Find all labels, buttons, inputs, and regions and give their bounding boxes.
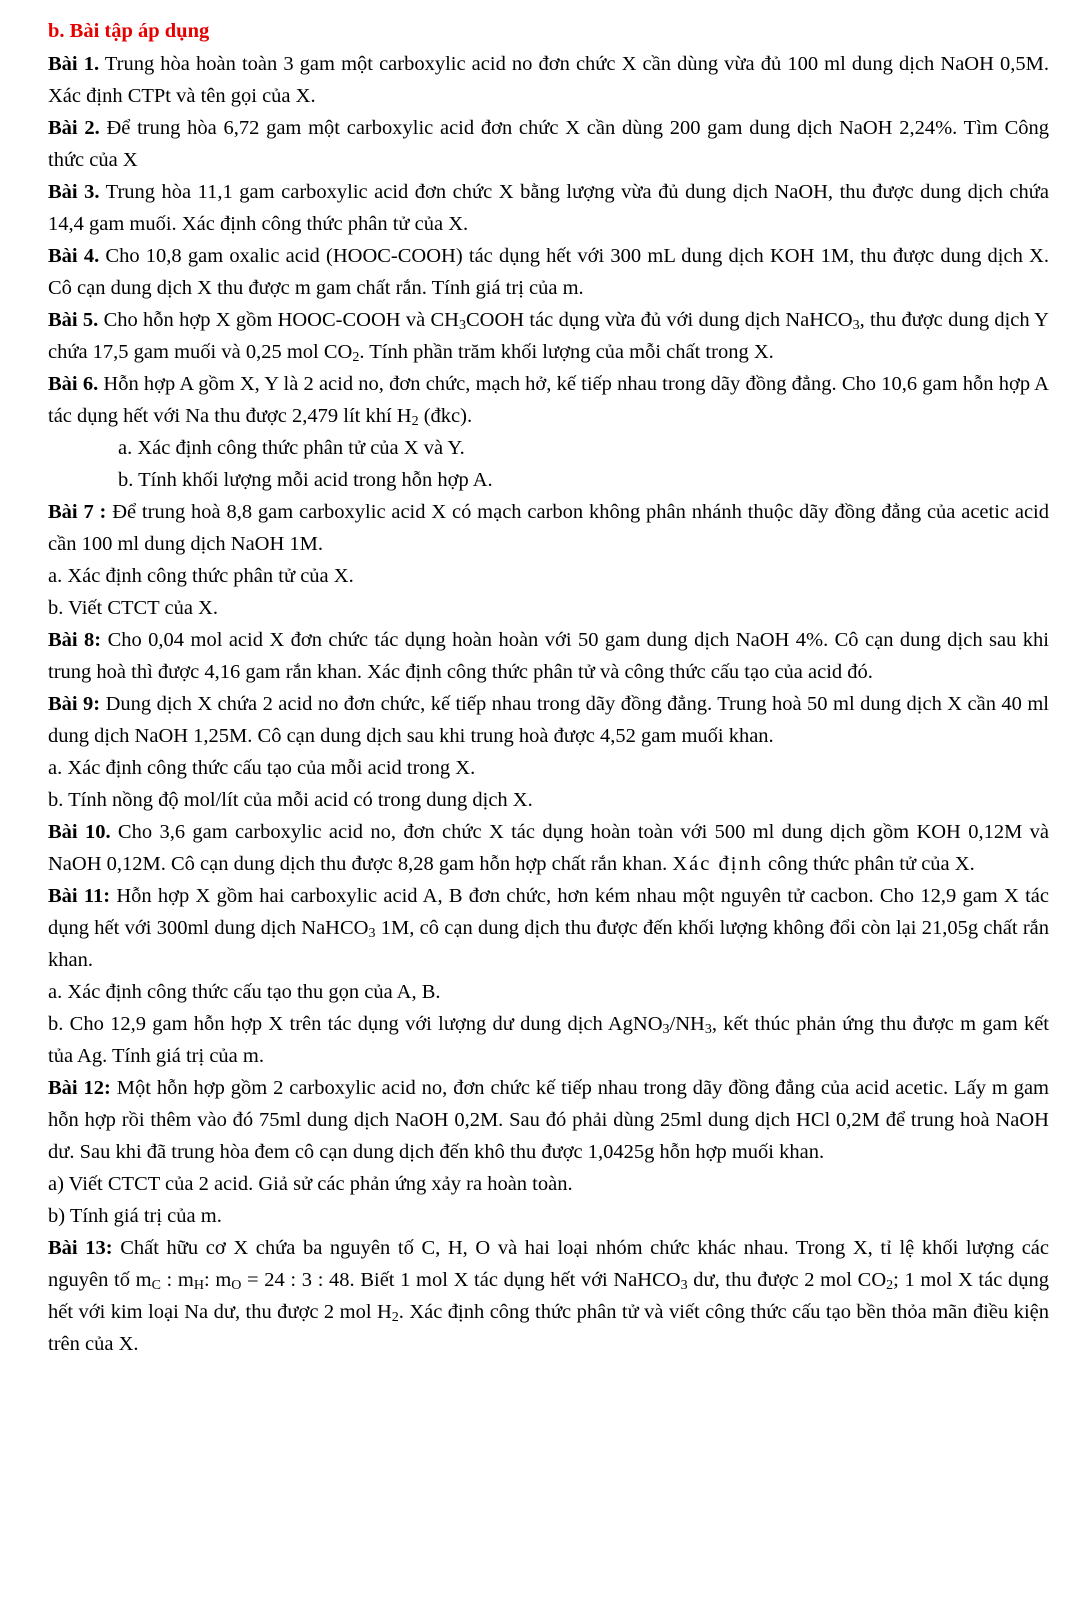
exercise-1 xyxy=(48,48,1049,112)
exercise-6-part-a: a. Xác định công thức phân tử của X và Y. xyxy=(118,437,465,459)
subscript: C xyxy=(151,1278,161,1293)
subscript: H xyxy=(193,1278,204,1293)
exercise-6-text: (đkc). xyxy=(418,405,473,427)
exercise-7-label: Bài 7 : xyxy=(48,501,107,523)
exercise-13-text: Chất hữu cơ X chứa ba nguyên tố C, H, O và hai loại nhóm chức khác nhau. Trong X, tỉ lệ khối lượng các nguyên tố m xyxy=(48,1237,1049,1291)
exercise-7-part-a: a. Xác định công thức phân tử của X. xyxy=(48,565,354,587)
exercise-6-part-b: b. Tính khối lượng mỗi acid trong hỗn hợp A. xyxy=(118,469,493,491)
exercise-13-text: = 24 : 3 : 48. Biết 1 mol X tác dụng hết với NaHCO xyxy=(241,1269,681,1291)
exercise-2-text: Để trung hòa 6,72 gam một carboxylic acid đơn chức X cần dùng 200 gam dung dịch NaOH 2,24%. Tìm Công thức của X xyxy=(48,117,1049,171)
exercise-3-text: Trung hòa 11,1 gam carboxylic acid đơn chức X bằng lượng vừa đủ dung dịch NaOH, thu được dung dịch chứa 14,4 gam muối. Xác định công thức phân tử của X. xyxy=(48,181,1049,235)
exercise-5-text: . Tính phần trăm khối lượng của mỗi chất trong X. xyxy=(359,341,774,363)
exercise-9-part-a: a. Xác định công thức cấu tạo của mỗi acid trong X. xyxy=(48,757,476,779)
exercise-8-label: Bài 8: xyxy=(48,629,102,651)
exercise-13-label: Bài 13: xyxy=(48,1237,113,1259)
subscript: 3 xyxy=(852,318,860,333)
exercise-12-text: Một hỗn hợp gồm 2 carboxylic acid no, đơn chức kế tiếp nhau trong dãy đồng đẳng của acid acetic. Lấy m gam hỗn hợp rồi thêm vào đó 75ml dung dịch NaOH 0,2M. Sau đó phải dùng 25ml dung dịch HCl 0,2M để trung hoà NaOH dư. Sau khi đã trung hòa đem cô cạn dung dịch đến khô thu được 1,0425g hỗn hợp muối khan. xyxy=(48,1077,1049,1163)
exercise-11-part-b xyxy=(48,1008,1049,1072)
subscript: 2 xyxy=(411,414,419,429)
subscript: 3 xyxy=(459,318,466,333)
subscript: 2 xyxy=(352,350,360,365)
exercise-10-text-spaced: Xác định xyxy=(672,853,763,875)
subscript: O xyxy=(231,1278,242,1293)
exercise-5-text: , thu được dung dịch Y chứa 17,5 gam muối và 0,25 mol CO xyxy=(48,309,1049,363)
exercise-5 xyxy=(48,304,1049,368)
exercise-4-text: Cho 10,8 gam oxalic acid (HOOC-COOH) tác dụng hết với 300 mL dung dịch KOH 1M, thu được dung dịch X. Cô cạn dung dịch X thu được m gam chất rắn. Tính giá trị của m. xyxy=(48,245,1049,299)
exercise-9-label: Bài 9: xyxy=(48,693,101,715)
exercise-13-text: ; 1 mol X tác dụng hết với kim loại Na dư, thu được 2 mol H xyxy=(48,1269,1049,1323)
exercise-5-label: Bài 5. xyxy=(48,309,99,331)
exercise-11-part-a: a. Xác định công thức cấu tạo thu gọn của A, B. xyxy=(48,981,441,1003)
exercise-12 xyxy=(48,1072,1049,1168)
subscript: 3 xyxy=(704,1022,712,1037)
section-title: b. Bài tập áp dụng xyxy=(48,20,210,42)
exercise-7-text: Để trung hoà 8,8 gam carboxylic acid X có mạch carbon không phân nhánh thuộc dãy đồng đẳng của acetic acid cần 100 ml dung dịch NaOH 1M. xyxy=(48,501,1049,555)
exercise-1-text: Trung hòa hoàn toàn 3 gam một carboxylic acid no đơn chức X cần dùng vừa đủ 100 ml dung dịch NaOH 0,5M. Xác định CTPt và tên gọi của X. xyxy=(48,53,1049,107)
subscript: 2 xyxy=(886,1278,894,1293)
exercise-13-text: . Xác định công thức phân tử và viết công thức cấu tạo bền thỏa mãn điều kiện trên của X. xyxy=(48,1301,1049,1355)
exercise-5-text: Cho hỗn hợp X gồm HOOC-COOH và CH xyxy=(98,309,459,331)
exercise-9 xyxy=(48,688,1049,752)
exercise-11-label: Bài 11: xyxy=(48,885,111,907)
exercise-12-part-a: a) Viết CTCT của 2 acid. Giả sử các phản ứng xảy ra hoàn toàn. xyxy=(48,1173,573,1195)
exercise-11 xyxy=(48,880,1049,976)
exercise-11-part-b-text: b. Cho 12,9 gam hỗn hợp X trên tác dụng với lượng dư dung dịch AgNO xyxy=(48,1013,663,1035)
subscript: 3 xyxy=(680,1278,688,1293)
exercise-1-label: Bài 1. xyxy=(48,53,100,75)
exercise-10-label: Bài 10. xyxy=(48,821,111,843)
subscript: 3 xyxy=(662,1022,670,1037)
exercise-8-text: Cho 0,04 mol acid X đơn chức tác dụng hoàn hoàn với 50 gam dung dịch NaOH 4%. Cô cạn dung dịch sau khi trung hoà thì được 4,16 gam rắn khan. Xác định công thức phân tử và công thức cấu tạo của acid đó. xyxy=(48,629,1049,683)
exercise-5-text: COOH tác dụng vừa đủ với dung dịch NaHCO xyxy=(466,309,853,331)
exercise-3-label: Bài 3. xyxy=(48,181,100,203)
exercise-8 xyxy=(48,624,1049,688)
exercise-3 xyxy=(48,176,1049,240)
exercise-7 xyxy=(48,496,1049,560)
exercise-6-label: Bài 6. xyxy=(48,373,99,395)
exercise-4 xyxy=(48,240,1049,304)
exercise-13 xyxy=(48,1232,1049,1360)
exercise-2-label: Bài 2. xyxy=(48,117,100,139)
exercise-11-text: 1M, cô cạn dung dịch thu được đến khối lượng không đổi còn lại 21,05g chất rắn khan. xyxy=(48,917,1050,971)
exercise-10-text: công thức phân tử của X. xyxy=(762,853,975,875)
exercise-12-label: Bài 12: xyxy=(48,1077,111,1099)
subscript: 2 xyxy=(391,1310,399,1325)
exercise-12-part-b: b) Tính giá trị của m. xyxy=(48,1205,222,1227)
exercise-4-label: Bài 4. xyxy=(48,245,100,267)
exercise-13-text: : m xyxy=(160,1269,194,1291)
exercise-9-part-b: b. Tính nồng độ mol/lít của mỗi acid có trong dung dịch X. xyxy=(48,789,533,811)
exercise-2 xyxy=(48,112,1049,176)
exercise-7-part-b: b. Viết CTCT của X. xyxy=(48,597,218,619)
exercise-6 xyxy=(48,368,1049,432)
exercise-6-text: Hỗn hợp A gồm X, Y là 2 acid no, đơn chức, mạch hở, kế tiếp nhau trong dãy đồng đẳng. Cho 10,6 gam hỗn hợp A tác dụng hết với Na thu được 2,479 lít khí H xyxy=(48,373,1049,427)
exercise-11-text: Hỗn hợp X gồm hai carboxylic acid A, B đơn chức, hơn kém nhau một nguyên tử cacbon. Cho 12,9 gam X tác dụng hết với 300ml dung dịch NaHCO xyxy=(48,885,1049,939)
exercise-11-part-b-text: , kết thúc phản ứng thu được m gam kết tủa Ag. Tính giá trị của m. xyxy=(48,1013,1049,1067)
exercise-11-part-b-text: /NH xyxy=(669,1013,705,1035)
subscript: 3 xyxy=(368,926,376,941)
exercise-10 xyxy=(48,816,1049,880)
exercise-9-text: Dung dịch X chứa 2 acid no đơn chức, kế tiếp nhau trong dãy đồng đẳng. Trung hoà 50 ml dung dịch X cần 40 ml dung dịch NaOH 1,25M. Cô cạn dung dịch sau khi trung hoà được 4,52 gam muối khan. xyxy=(48,693,1049,747)
exercise-13-text: dư, thu được 2 mol CO xyxy=(687,1269,887,1291)
exercise-13-text: : m xyxy=(203,1269,232,1291)
exercise-10-text: Cho 3,6 gam carboxylic acid no, đơn chức X tác dụng hoàn toàn với 500 ml dung dịch gồm KOH 0,12M và NaOH 0,12M. Cô cạn dung dịch thu được 8,28 gam hỗn hợp chất rắn khan. xyxy=(48,821,1049,875)
